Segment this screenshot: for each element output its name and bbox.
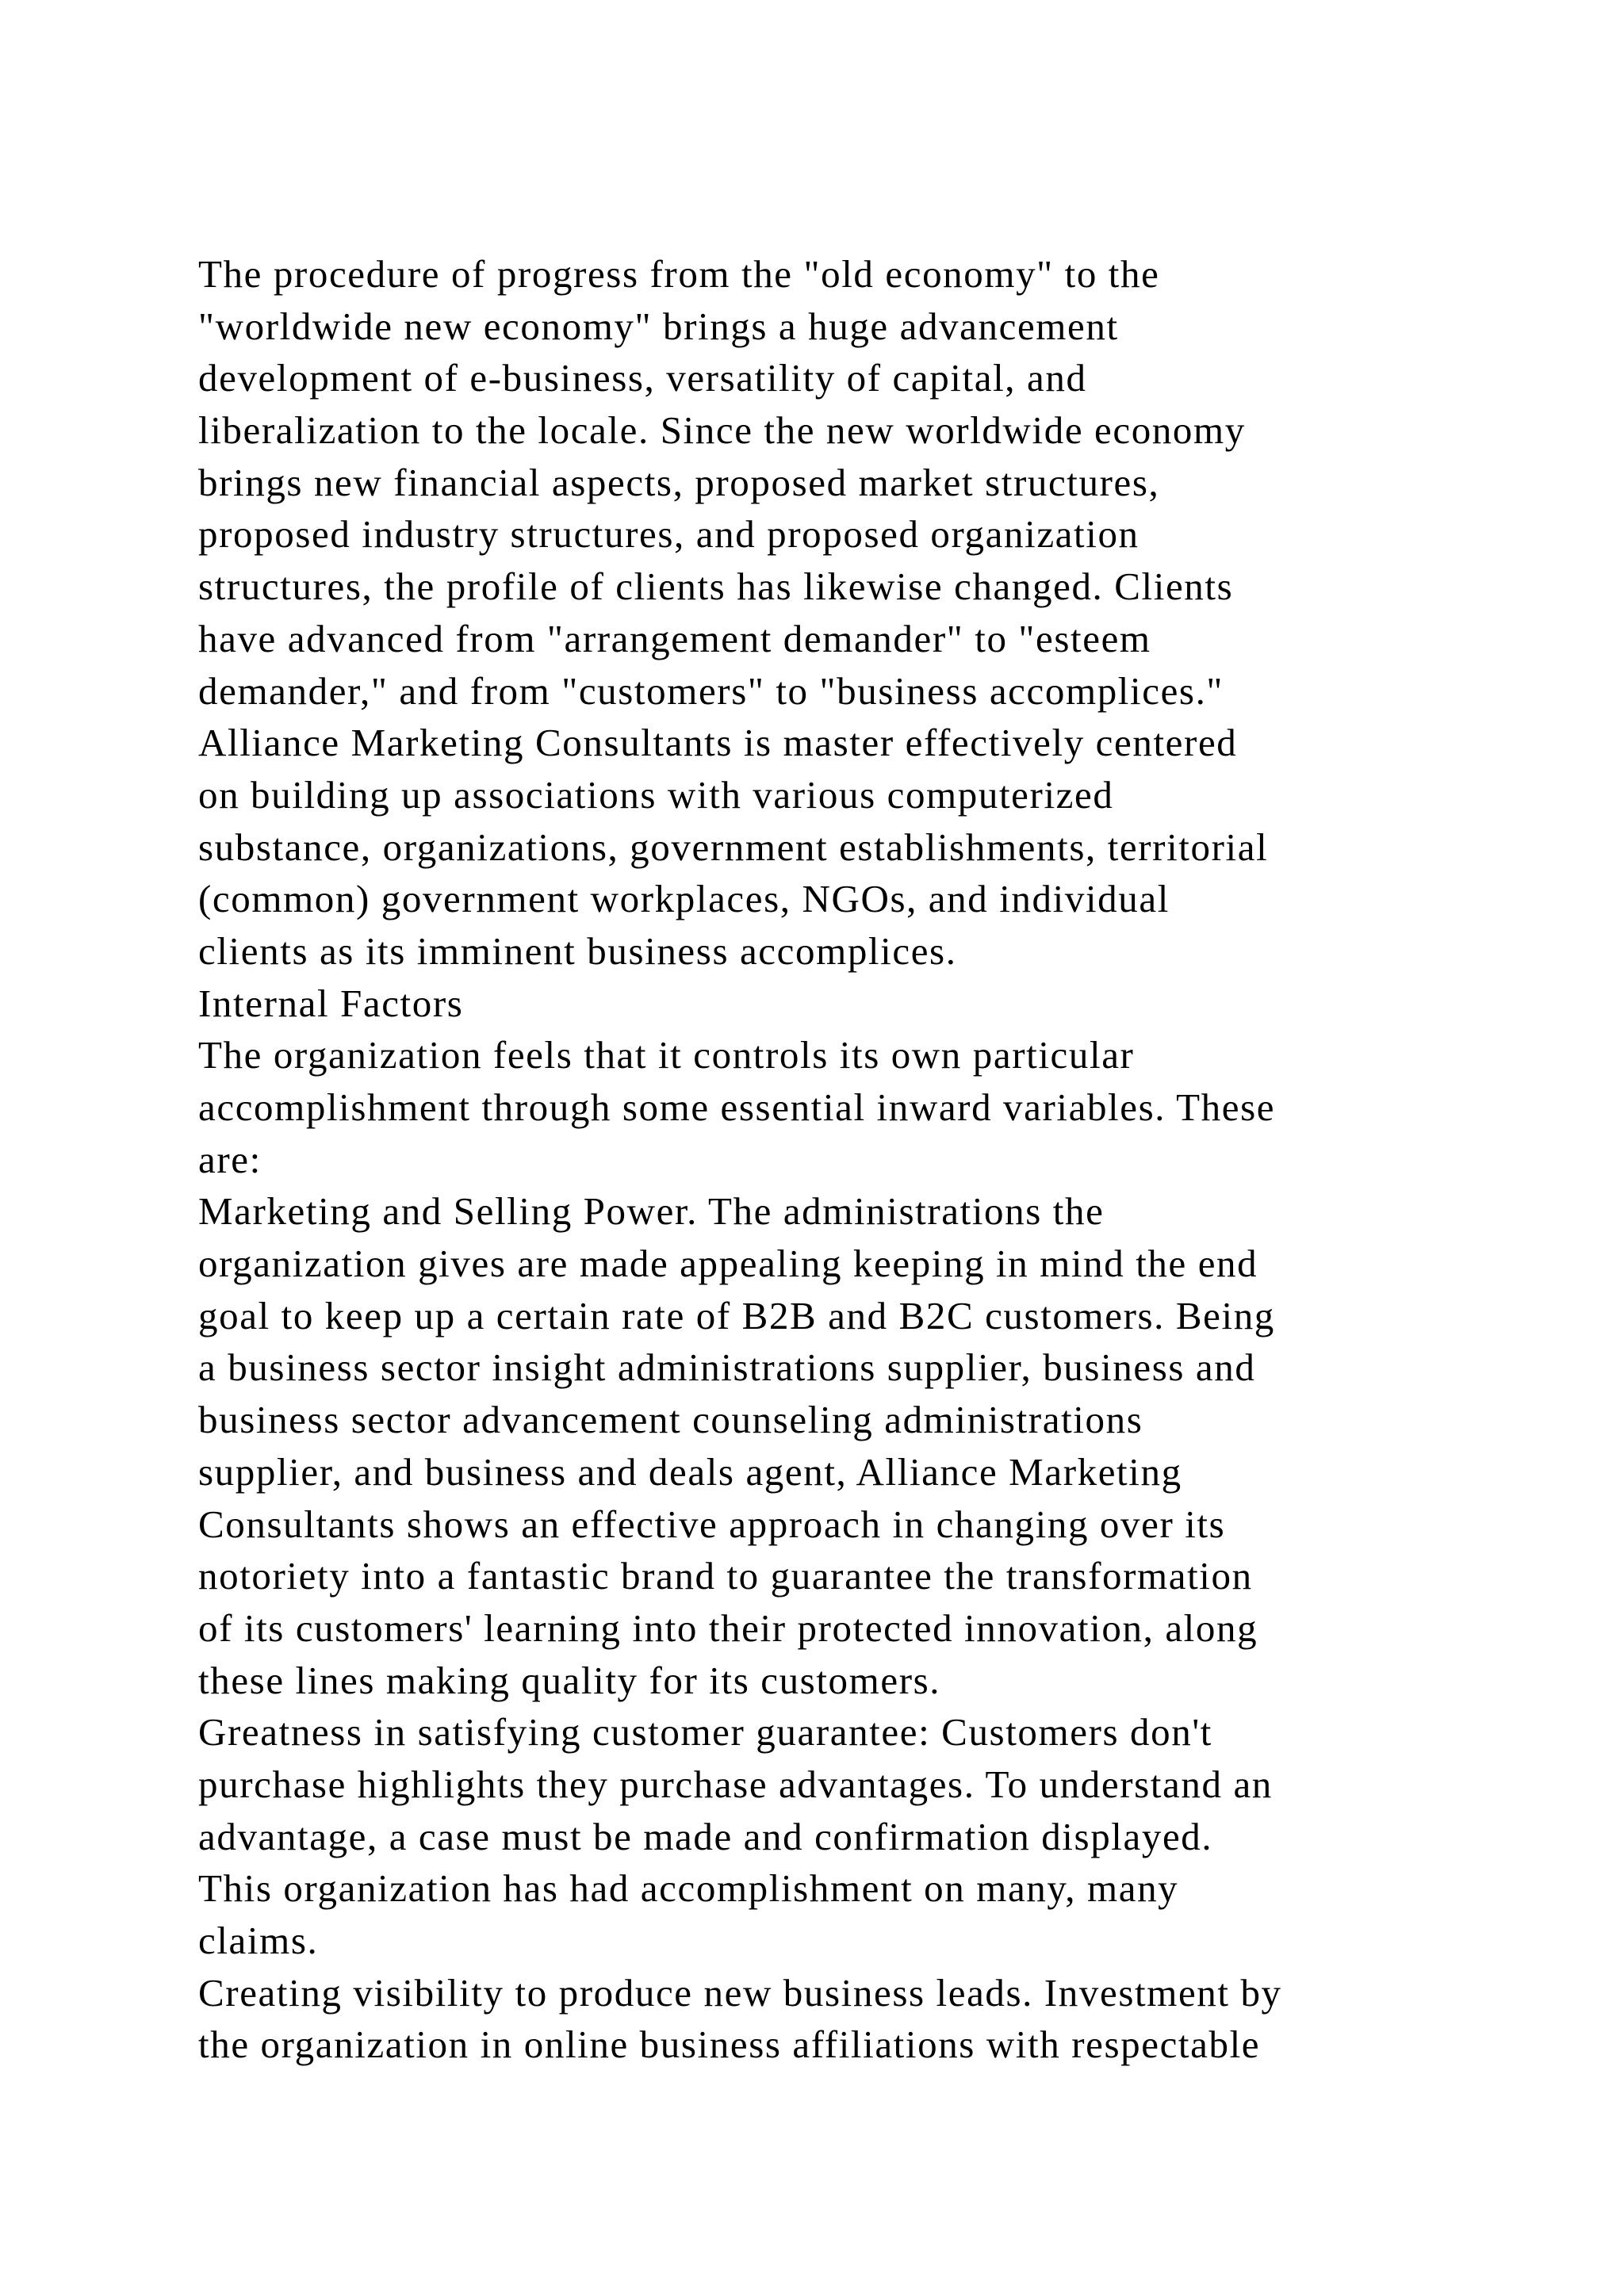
text-line: The organization feels that it controls its own particular	[198, 1033, 1135, 1077]
text-line: business sector advancement counseling administrations	[198, 1398, 1143, 1442]
text-line: on building up associations with various computerized	[198, 772, 1114, 817]
text-line: Marketing and Selling Power. The administrations the	[198, 1189, 1105, 1234]
text-line: The procedure of progress from the "old economy" to the	[198, 252, 1160, 296]
text-line: a business sector insight administrations supplier, business and	[198, 1345, 1256, 1390]
text-line: liberalization to the locale. Since the new worldwide economy	[198, 408, 1246, 453]
text-line: the organization in online business affiliations with respectable	[198, 2022, 1261, 2067]
text-line: This organization has had accomplishment on many, many	[198, 1866, 1179, 1911]
text-line: structures, the profile of clients has likewise changed. Clients	[198, 564, 1234, 609]
text-line: goal to keep up a certain rate of B2B and B2C customers. Being	[198, 1293, 1275, 1337]
text-line: Consultants shows an effective approach in changing over its	[198, 1502, 1226, 1546]
text-line: demander," and from "customers" to "business accomplices."	[198, 668, 1224, 713]
text-line: have advanced from "arrangement demander" to "esteem	[198, 616, 1151, 660]
section-heading: Internal Factors	[198, 981, 464, 1025]
text-line: purchase highlights they purchase advantages. To understand an	[198, 1762, 1273, 1806]
text-line: notoriety into a fantastic brand to guarantee the transformation	[198, 1554, 1253, 1598]
text-line: claims.	[198, 1919, 319, 1962]
text-line: Creating visibility to produce new business leads. Investment by	[198, 1970, 1282, 2015]
text-line: clients as its imminent business accomplices.	[198, 928, 957, 973]
text-line: accomplishment through some essential inward variables. These	[198, 1085, 1276, 1129]
text-line: substance, organizations, government establishments, territorial	[198, 825, 1269, 869]
text-line: Greatness in satisfying customer guarantee: Customers don't	[198, 1710, 1212, 1755]
text-line: "worldwide new economy" brings a huge advancement	[198, 304, 1119, 348]
text-line: Alliance Marketing Consultants is master effectively centered	[198, 721, 1238, 765]
text-line: organization gives are made appealing keeping in mind the end	[198, 1242, 1258, 1286]
document-body	[198, 248, 1483, 2071]
text-line: development of e-business, versatility of capital, and	[198, 356, 1087, 400]
text-line: of its customers' learning into their protected innovation, along	[198, 1605, 1258, 1650]
text-line: (common) government workplaces, NGOs, and individual	[198, 877, 1170, 921]
text-line: proposed industry structures, and proposed organization	[198, 512, 1139, 557]
text-line: these lines making quality for its customers.	[198, 1658, 941, 1702]
text-line: supplier, and business and deals agent, Alliance Marketing	[198, 1449, 1182, 1494]
text-line: are:	[198, 1137, 262, 1181]
text-line: advantage, a case must be made and confirmation displayed.	[198, 1814, 1213, 1858]
text-line: brings new financial aspects, proposed market structures,	[198, 460, 1160, 504]
